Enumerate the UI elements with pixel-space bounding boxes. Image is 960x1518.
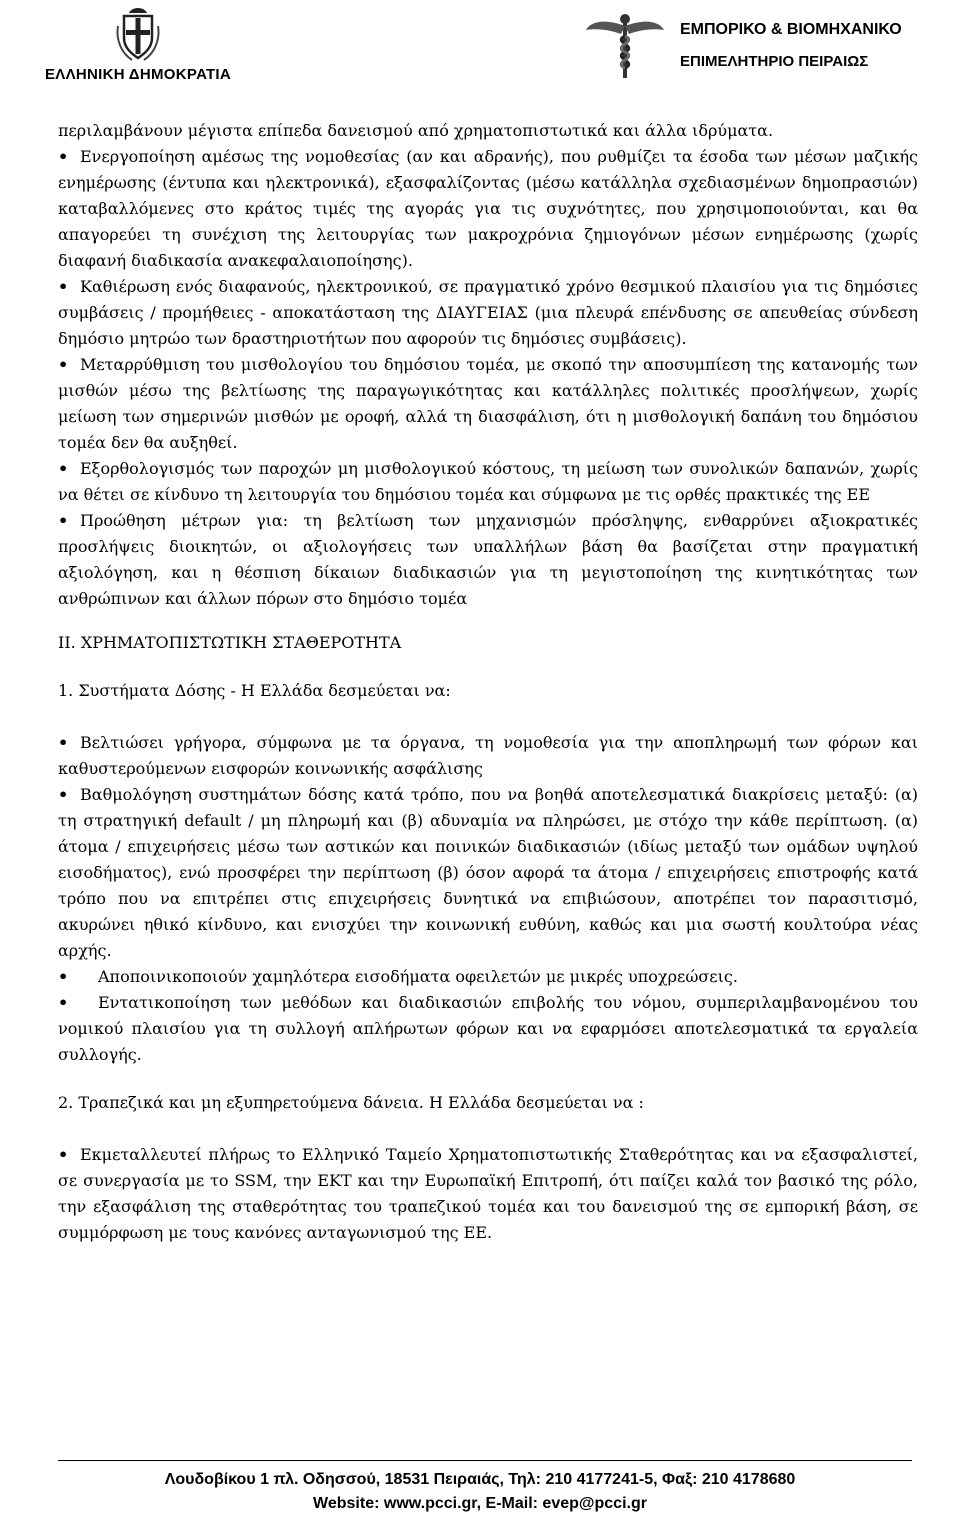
bullet-icon: • <box>58 459 69 478</box>
bullet-icon: • <box>58 967 69 986</box>
list-item: • Βελτιώσει γρήγορα, σύμφωνα με τα όργανα, τη νομοθεσία για την αποπληρωμή των φόρων και καθυστερούμενων εισφορών κοινωνικής ασφάλισης <box>58 730 918 782</box>
list-item: • Αποποινικοποιούν χαμηλότερα εισοδήματα οφειλετών με μικρές υποχρεώσεις. <box>58 964 918 990</box>
section-title: ΙΙ. ΧΡΗΜΑΤΟΠΙΣΤΩΤΙΚΗ ΣΤΑΘΕΡΟΤΗΤΑ <box>58 633 402 652</box>
document-body <box>58 118 918 1246</box>
bullet-icon: • <box>58 785 69 804</box>
list-item: • Μεταρρύθμιση του μισθολογίου του δημόσιου τομέα, με σκοπό την αποσυμπίεση της κατανομής των μισθών μέσω της βελτίωσης της παραγωγικότητας και κατάλληλες πολιτικές προσλήψεων, χωρίς μείωση των σημερινών μισθών με οροφή, αλλά τη διασφάλιση, ότι η μισθολογική δαπάνη του δημόσιου τομέα δεν θα αυξηθεί. <box>58 352 918 456</box>
page-footer <box>0 1468 960 1516</box>
bullet-icon: • <box>58 733 69 752</box>
bullet-icon: • <box>58 147 69 166</box>
caduceus-icon <box>584 12 666 80</box>
chamber-block <box>584 12 944 82</box>
page-header <box>0 0 960 100</box>
list-item: • Εντατικοποίηση των μεθόδων και διαδικασιών επιβολής του νόμου, συμπεριλαμβανομένου του νομικού πλαισίου για τη συλλογή απλήρωτων φόρων και να εφαρμόσει αποτελεσματικά τα εργαλεία συλλογής. <box>58 990 918 1068</box>
list-item: • Προώθηση μέτρων για: τη βελτίωση των μηχανισμών πρόσληψης, ενθαρρύνει αξιοκρατικές προσλήψεις διοικητών, οι αξιολογήσεις των υπαλλήλων βάση θα βασίζεται στην πραγματική αξιολόγηση, και η θέσπιση δίκαιων διαδικασιών για τη μεγιστοποίηση της κινητικότητας των ανθρώπινων και άλλων πόρων στο δημόσιο τομέα <box>58 508 918 612</box>
footer-contact: Website: www.pcci.gr, E-Mail: evep@pcci.gr <box>313 1495 647 1512</box>
footer-address: Λουδοβίκου 1 πλ. Οδησσού, 18531 Πειραιάς, Τηλ: 210 4177241-5, Φαξ: 210 4178680 <box>164 1471 796 1488</box>
bullet-icon: • <box>58 1145 69 1164</box>
intro-paragraph: περιλαμβάνουν μέγιστα επίπεδα δανεισμού από χρηματοπιστωτικά και άλλα ιδρύματα. <box>58 121 774 140</box>
footer-divider <box>58 1460 912 1461</box>
list-item: • Εκμεταλλευτεί πλήρως το Ελληνικό Ταμείο Χρηματοπιστωτικής Σταθερότητας και να εξασφαλιστεί, σε συνεργασία με το SSM, την ΕΚΤ και την Ευρωπαϊκή Επιτροπή, ότι παίζει καλά τον βασικό της ρόλο, την εξασφάλιση της σταθερότητας του τραπεζικού τομέα και του δανεισμού της σε εμπορική βάση, σε συμμόρφωση με τους κανόνες ανταγωνισμού της ΕΕ. <box>58 1142 918 1246</box>
bullet-list-banking <box>58 1142 918 1246</box>
list-item: • Εξορθολογισμός των παροχών μη μισθολογικού κόστους, τη μείωση των συνολικών δαπανών, χωρίς να θέτει σε κίνδυνο τη λειτουργία του δημόσιου τομέα και σύμφωνα με τις ορθές πρακτικές της ΕΕ <box>58 456 918 508</box>
bullet-list-reforms <box>58 144 918 612</box>
bullet-icon: • <box>58 511 69 530</box>
coat-of-arms-icon <box>116 4 160 62</box>
hellenic-republic-label: ΕΛΛΗΝΙΚΗ ΔΗΜΟΚΡΑΤΙΑ <box>44 66 232 83</box>
bullet-icon: • <box>58 277 69 296</box>
list-item: • Βαθμολόγηση συστημάτων δόσης κατά τρόπο, που να βοηθά αποτελεσματικά διακρίσεις μεταξύ: (α) τη στρατηγική default / μη πληρωμή και (β) αδυναμία να πληρώσει, με στόχο την κάθε περίπτωση. (α) άτομα / επιχειρήσεις μέσω των αστικών και ποινικών διαδικασιών (ιδίως μεταξύ των ομάδων υψηλού εισοδήματος), ενώ προσφέρει την περίπτωση (β) όσον αφορά τα άτομα / επιχειρήσεις επιστροφής κατά τρόπο που να επιτρέπει στις επιχειρήσεις δυνητικά να επιβιώσουν, αποτρέπει τον παρασιτισμό, ακυρώνει ηθικό κίνδυνο, και ενισχύει την κοινωνική ευθύνη, καθώς και μια σωστή κουλτούρα νέας αρχής. <box>58 782 918 964</box>
list-item: • Καθιέρωση ενός διαφανούς, ηλεκτρονικού, σε πραγματικό χρόνο θεσμικού πλαισίου για τις δημόσιες συμβάσεις / προμήθειες - αποκατάσταση της ΔΙΑΥΓΕΙΑΣ (μια πλευρά επένδυσης σε απευθείας σύνδεση δημόσιο μητρώο των δραστηριοτήτων που αφορούν τις δημόσιες συμβάσεις). <box>58 274 918 352</box>
subsection-title-1: 1. Συστήματα Δόσης - Η Ελλάδα δεσμεύεται να: <box>58 681 451 700</box>
chamber-name-line2: ΕΠΙΜΕΛΗΤΗΡΙΟ ΠΕΙΡΑΙΩΣ <box>680 53 869 70</box>
hellenic-republic-block <box>18 4 258 83</box>
chamber-name-line1: ΕΜΠΟΡΙΚΟ & ΒΙΟΜΗΧΑΝΙΚΟ <box>680 21 902 38</box>
bullet-icon: • <box>58 355 69 374</box>
bullet-icon: • <box>58 993 69 1012</box>
subsection-title-2: 2. Τραπεζικά και μη εξυπηρετούμενα δάνεια. Η Ελλάδα δεσμεύεται να : <box>58 1093 644 1112</box>
list-item: • Ενεργοποίηση αμέσως της νομοθεσίας (αν και αδρανής), που ρυθμίζει τα έσοδα των μέσων μαζικής ενημέρωσης (έντυπα και ηλεκτρονικά), εξασφαλίζοντας (μέσω κατάλληλα σχεδιασμένων δημοπρασιών) καταβαλλόμενες στο κράτος τιμές της αγοράς για τις συχνότητες, που χρησιμοποιούνται, και θα απαγορεύει τη συνέχιση της λειτουργίας των μακροχρόνια ζημιογόνων μέσων ενημέρωσης (χωρίς διαφανή διαδικασία ανακεφαλαιοποίησης). <box>58 144 918 274</box>
bullet-list-installments <box>58 730 918 1068</box>
